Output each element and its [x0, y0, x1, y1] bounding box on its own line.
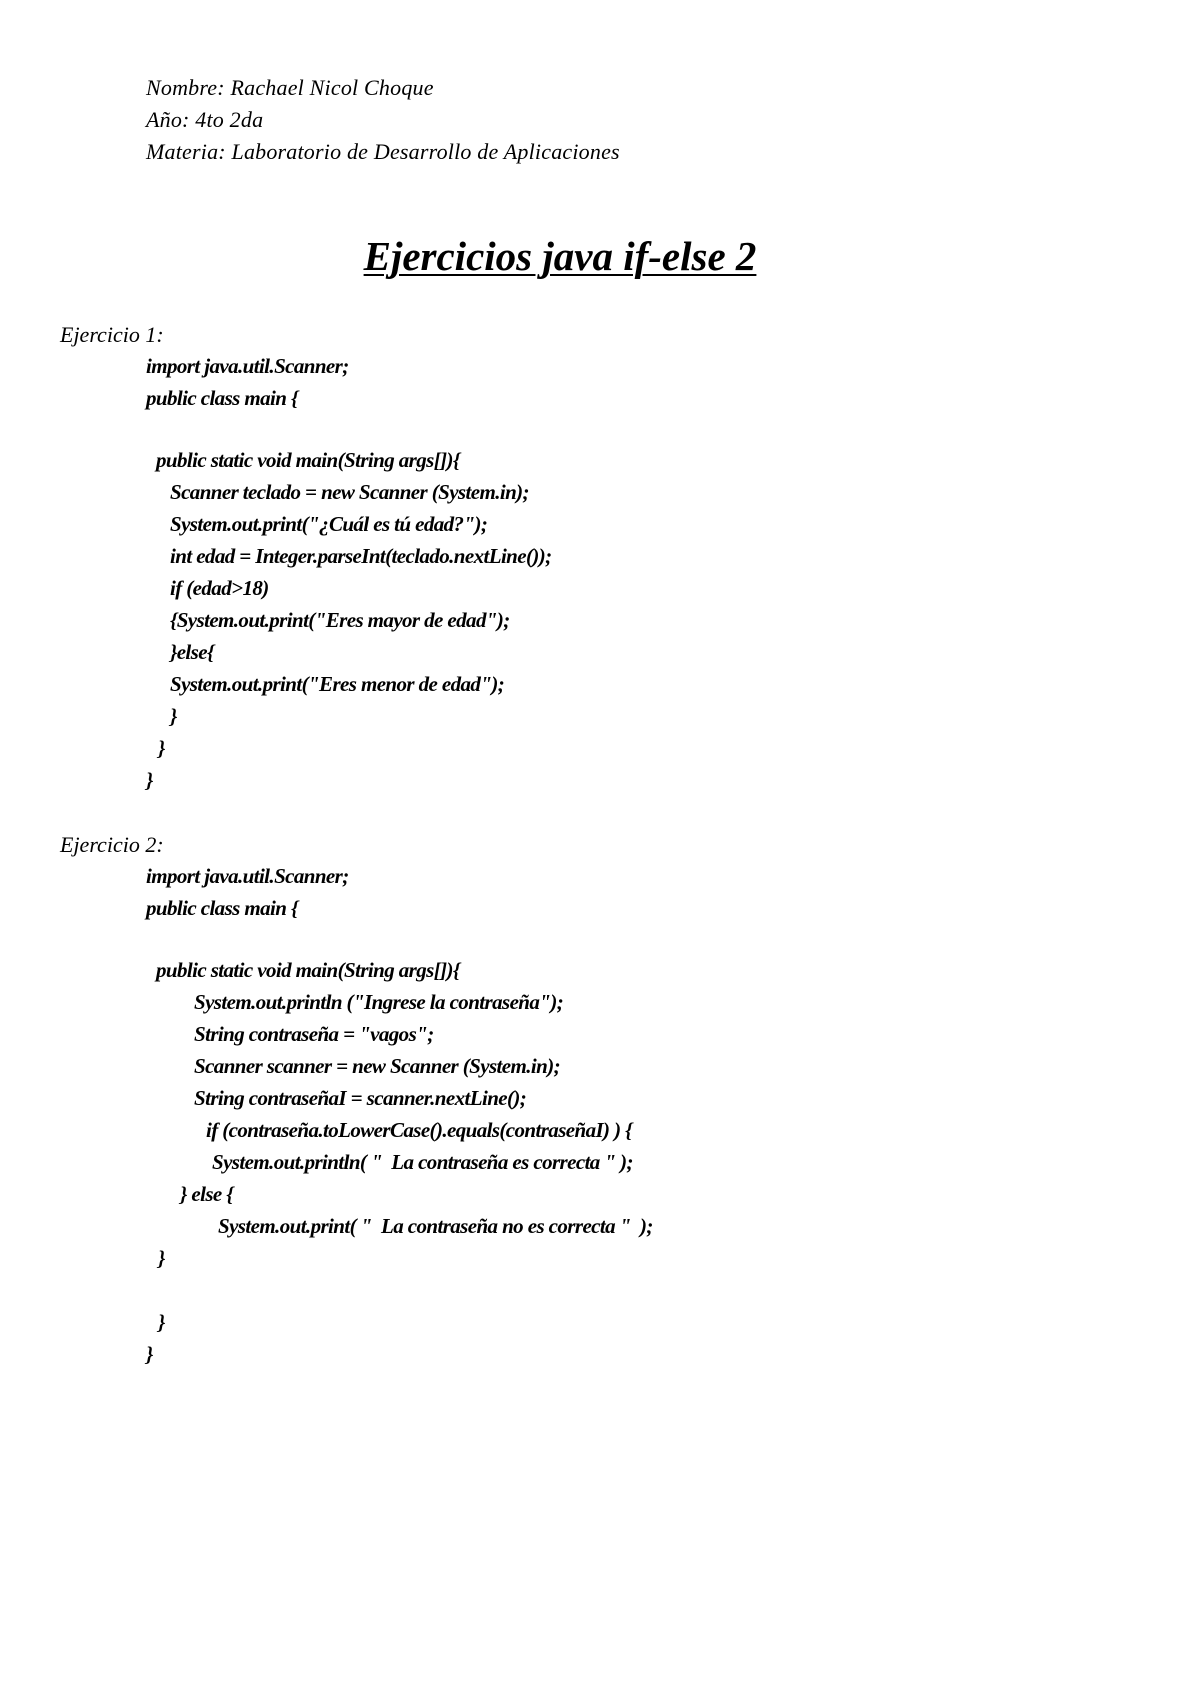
- student-info: [146, 72, 620, 168]
- code-line: }: [146, 1342, 153, 1366]
- code-line: public class main {: [146, 386, 298, 410]
- code-line: Scanner teclado = new Scanner (System.in);: [170, 480, 529, 504]
- student-name: Nombre: Rachael Nicol Choque: [146, 75, 434, 100]
- code-line: System.out.println( " La contraseña es correcta " );: [212, 1150, 633, 1174]
- code-line: {System.out.print("Eres mayor de edad");: [170, 608, 510, 632]
- subject: Materia: Laboratorio de Desarrollo de Aplicaciones: [146, 139, 620, 164]
- code-line: }else{: [170, 640, 214, 664]
- code-line: } else {: [180, 1182, 233, 1206]
- code-line: if (contraseña.toLowerCase().equals(contraseñaI) ) {: [206, 1118, 632, 1142]
- code-line: }: [146, 768, 153, 792]
- code-line: int edad = Integer.parseInt(teclado.nextLine());: [170, 544, 552, 568]
- code-line: }: [170, 704, 177, 728]
- code-line: Scanner scanner = new Scanner (System.in);: [194, 1054, 560, 1078]
- code-line: }: [158, 1246, 165, 1270]
- code-line: String contraseñaI = scanner.nextLine();: [194, 1086, 527, 1110]
- code-line: System.out.print( " La contraseña no es correcta " );: [218, 1214, 653, 1238]
- code-line: System.out.print("¿Cuál es tú edad?");: [170, 512, 488, 536]
- page-title: Ejercicios java if-else 2: [363, 233, 757, 279]
- code-line: public static void main(String args[]){: [156, 448, 460, 472]
- code-line: System.out.print("Eres menor de edad");: [170, 672, 505, 696]
- code-line: System.out.println ("Ingrese la contraseña");: [194, 990, 564, 1014]
- code-line: import java.util.Scanner;: [146, 864, 349, 888]
- code-line: if (edad>18): [170, 576, 269, 600]
- code-line: String contraseña = "vagos";: [194, 1022, 434, 1046]
- exercise-1-label: Ejercicio 1:: [60, 322, 164, 347]
- code-line: }: [158, 736, 165, 760]
- code-line: import java.util.Scanner;: [146, 354, 349, 378]
- exercise-2-label: Ejercicio 2:: [60, 832, 164, 857]
- code-line: public static void main(String args[]){: [156, 958, 460, 982]
- code-line: }: [158, 1310, 165, 1334]
- student-year: Año: 4to 2da: [146, 107, 264, 132]
- code-line: public class main {: [146, 896, 298, 920]
